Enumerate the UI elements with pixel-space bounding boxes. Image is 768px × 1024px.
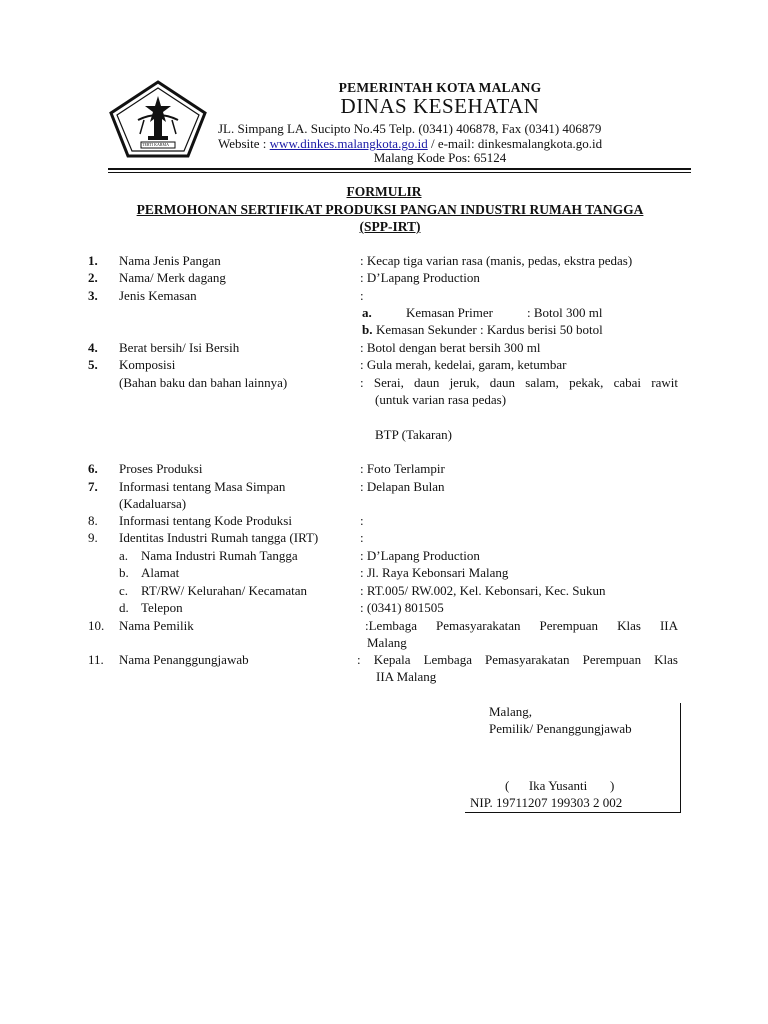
item-number: 1. xyxy=(88,253,98,268)
sub-item-label: Alamat xyxy=(141,565,180,580)
item-value-line2: : Serai, daun jeruk, daun salam, pekak, cabai rawit xyxy=(360,375,678,390)
sub-item-mark: b. xyxy=(119,565,129,580)
packaging-a-mark: a. xyxy=(362,305,372,320)
item-value: : Foto Terlampir xyxy=(360,461,445,476)
signature-border xyxy=(680,703,681,813)
item-number: 4. xyxy=(88,340,98,355)
item-number: 9. xyxy=(88,530,98,545)
item-value: :Lembaga Pemasyarakatan Perempuan Klas IIA xyxy=(365,618,678,633)
item-number: 5. xyxy=(88,357,98,372)
item-value: : Kecap tiga varian rasa (manis, pedas, ekstra pedas) xyxy=(360,253,633,268)
item-label: Nama Pemilik xyxy=(119,618,194,633)
packaging-primary-label: Kemasan Primer xyxy=(406,305,494,320)
item-label-note: (Bahan baku dan bahan lainnya) xyxy=(119,375,288,390)
item-label: Berat bersih/ Isi Bersih xyxy=(119,340,240,355)
packaging-secondary: Kemasan Sekunder : Kardus berisi 50 botol xyxy=(376,322,603,337)
item-label: Proses Produksi xyxy=(119,461,203,476)
sub-item-label: RT/RW/ Kelurahan/ Kecamatan xyxy=(141,583,307,598)
signature-place: Malang, xyxy=(489,704,532,719)
form-title: FORMULIR xyxy=(346,184,422,199)
department-name: DINAS KESEHATAN xyxy=(340,94,540,118)
header-divider-thick xyxy=(108,168,691,170)
item-value-line3: (untuk varian rasa pedas) xyxy=(375,392,507,407)
email-text: / e-mail: dinkesmalangkota.go.id xyxy=(427,136,603,151)
form-code: (SPP-IRT) xyxy=(359,219,421,234)
sub-item-value: : Jl. Raya Kebonsari Malang xyxy=(360,565,509,580)
postal-line: Malang Kode Pos: 65124 xyxy=(373,150,507,165)
item-value: : xyxy=(360,288,364,303)
item-number: 7. xyxy=(88,479,98,494)
sub-item-mark: c. xyxy=(119,583,129,598)
item-number: 2. xyxy=(88,270,98,285)
sub-item-label: Nama Industri Rumah Tangga xyxy=(141,548,298,563)
address-line: JL. Simpang LA. Sucipto No.45 Telp. (0341) 406878, Fax (0341) 406879 xyxy=(218,121,602,136)
item-label: Informasi tentang Masa Simpan xyxy=(119,479,286,494)
item-number: 10. xyxy=(88,618,105,633)
item-label: Nama Penanggungjawab xyxy=(119,652,249,667)
form-subtitle: PERMOHONAN SERTIFIKAT PRODUKSI PANGAN INDUSTRI RUMAH TANGGA xyxy=(136,202,644,217)
sub-item-mark: a. xyxy=(119,548,129,563)
item-label: Jenis Kemasan xyxy=(119,288,197,303)
website-link[interactable]: www.dinkes.malangkota.go.id xyxy=(269,136,428,151)
logo-caption: TERTI KARMA xyxy=(142,142,169,147)
item-number: 11. xyxy=(88,652,104,667)
item-label: Komposisi xyxy=(119,357,176,372)
sub-item-value: : D’Lapang Production xyxy=(360,548,480,563)
packaging-primary-value: : Botol 300 ml xyxy=(527,305,603,320)
sub-item-value: : RT.005/ RW.002, Kel. Kebonsari, Kec. Sukun xyxy=(360,583,606,598)
signature-role: Pemilik/ Penanggungjawab xyxy=(489,721,632,736)
packaging-b-mark: b. xyxy=(362,322,373,337)
item-value: : Kepala Lembaga Pemasyarakatan Perempuan Klas xyxy=(357,652,678,667)
sub-item-value: : (0341) 801505 xyxy=(360,600,444,615)
signatory-nip: NIP. 19711207 199303 2 002 xyxy=(470,795,623,810)
signatory-name: ( Ika Yusanti ) xyxy=(505,778,615,793)
item-label: Nama/ Merk dagang xyxy=(119,270,226,285)
item-value: : D’Lapang Production xyxy=(360,270,480,285)
item-label: Nama Jenis Pangan xyxy=(119,253,221,268)
item-value-line2: Malang xyxy=(367,635,407,650)
item-number: 8. xyxy=(88,513,98,528)
sub-item-mark: d. xyxy=(119,600,129,615)
item-value: : Botol dengan berat bersih 300 ml xyxy=(360,340,541,355)
item-value: : Delapan Bulan xyxy=(360,479,445,494)
item-value-line2: IIA Malang xyxy=(376,669,437,684)
item-label: Identitas Industri Rumah tangga (IRT) xyxy=(119,530,319,545)
header-divider-thin xyxy=(108,172,691,173)
sub-item-label: Telepon xyxy=(141,600,183,615)
signature-underline xyxy=(465,812,681,813)
website-prefix: Website : xyxy=(218,136,270,151)
item-number: 3. xyxy=(88,288,98,303)
government-name: PEMERINTAH KOTA MALANG xyxy=(338,80,542,95)
item-number: 6. xyxy=(88,461,98,476)
item-label-note: (Kadaluarsa) xyxy=(119,496,187,511)
item-value: : xyxy=(360,513,364,528)
food-additive-note: BTP (Takaran) xyxy=(375,427,452,442)
item-label: Informasi tentang Kode Produksi xyxy=(119,513,292,528)
item-value: : Gula merah, kedelai, garam, ketumbar xyxy=(360,357,567,372)
item-value: : xyxy=(360,530,364,545)
